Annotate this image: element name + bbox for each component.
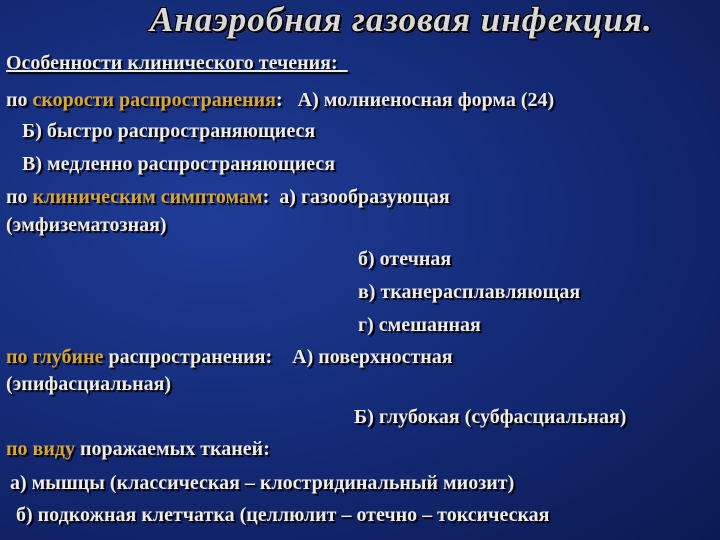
line-tissue-type <box>6 438 270 461</box>
depth-keyword: по глубине <box>6 346 104 368</box>
line-speed-c <box>22 153 335 176</box>
line-symptoms <box>6 186 450 209</box>
symptoms-prefix: по <box>6 186 33 208</box>
line-clinical-course <box>6 52 348 75</box>
slide-title: Анаэробная газовая инфекция. <box>150 0 653 39</box>
deep-label: Б) глубокая (субфасциальная) <box>354 406 627 428</box>
line-epifascial <box>6 373 171 396</box>
tissue-type-keyword: по виду <box>6 438 75 460</box>
subcutaneous-label: б) подкожная клетчатка (целлюлит – отечно – токсическая <box>16 504 550 526</box>
line-deep <box>354 406 626 429</box>
clinical-course-label: Особенности клинического течения: <box>6 52 348 74</box>
muscles-label: а) мышцы (классическая – клостридинальный миозит) <box>10 472 515 494</box>
symptoms-form-a: : а) газообразующая <box>262 186 450 208</box>
line-emphysematous <box>6 214 167 237</box>
tissue-type-label: поражаемых тканей: <box>74 438 270 460</box>
line-muscles <box>10 472 514 495</box>
line-speed <box>6 89 554 112</box>
depth-superficial: распространения: А) поверхностная <box>103 346 453 368</box>
line-subcutaneous <box>16 504 550 527</box>
speed-form-b: Б) быстро распространяющиеся <box>22 120 316 142</box>
tissue-melting-label: в) тканерасплавляющая <box>358 281 581 303</box>
speed-form-a: : А) молниеносная форма (24) <box>276 89 555 111</box>
line-tissue-melting <box>358 281 580 304</box>
emphysematous-label: (эмфизематозная) <box>6 214 167 236</box>
line-edematous <box>358 248 451 271</box>
epifascial-label: (эпифасциальная) <box>6 373 172 395</box>
speed-form-c: В) медленно распространяющиеся <box>22 153 336 175</box>
line-mixed <box>358 314 481 337</box>
edematous-label: б) отечная <box>358 248 452 270</box>
symptoms-keyword: клиническим симптомам <box>32 186 263 208</box>
speed-keyword: скорости распространения <box>32 89 276 111</box>
line-speed-b <box>22 120 315 143</box>
line-depth <box>6 346 453 369</box>
speed-prefix: по <box>6 89 33 111</box>
mixed-label: г) смешанная <box>358 314 481 336</box>
